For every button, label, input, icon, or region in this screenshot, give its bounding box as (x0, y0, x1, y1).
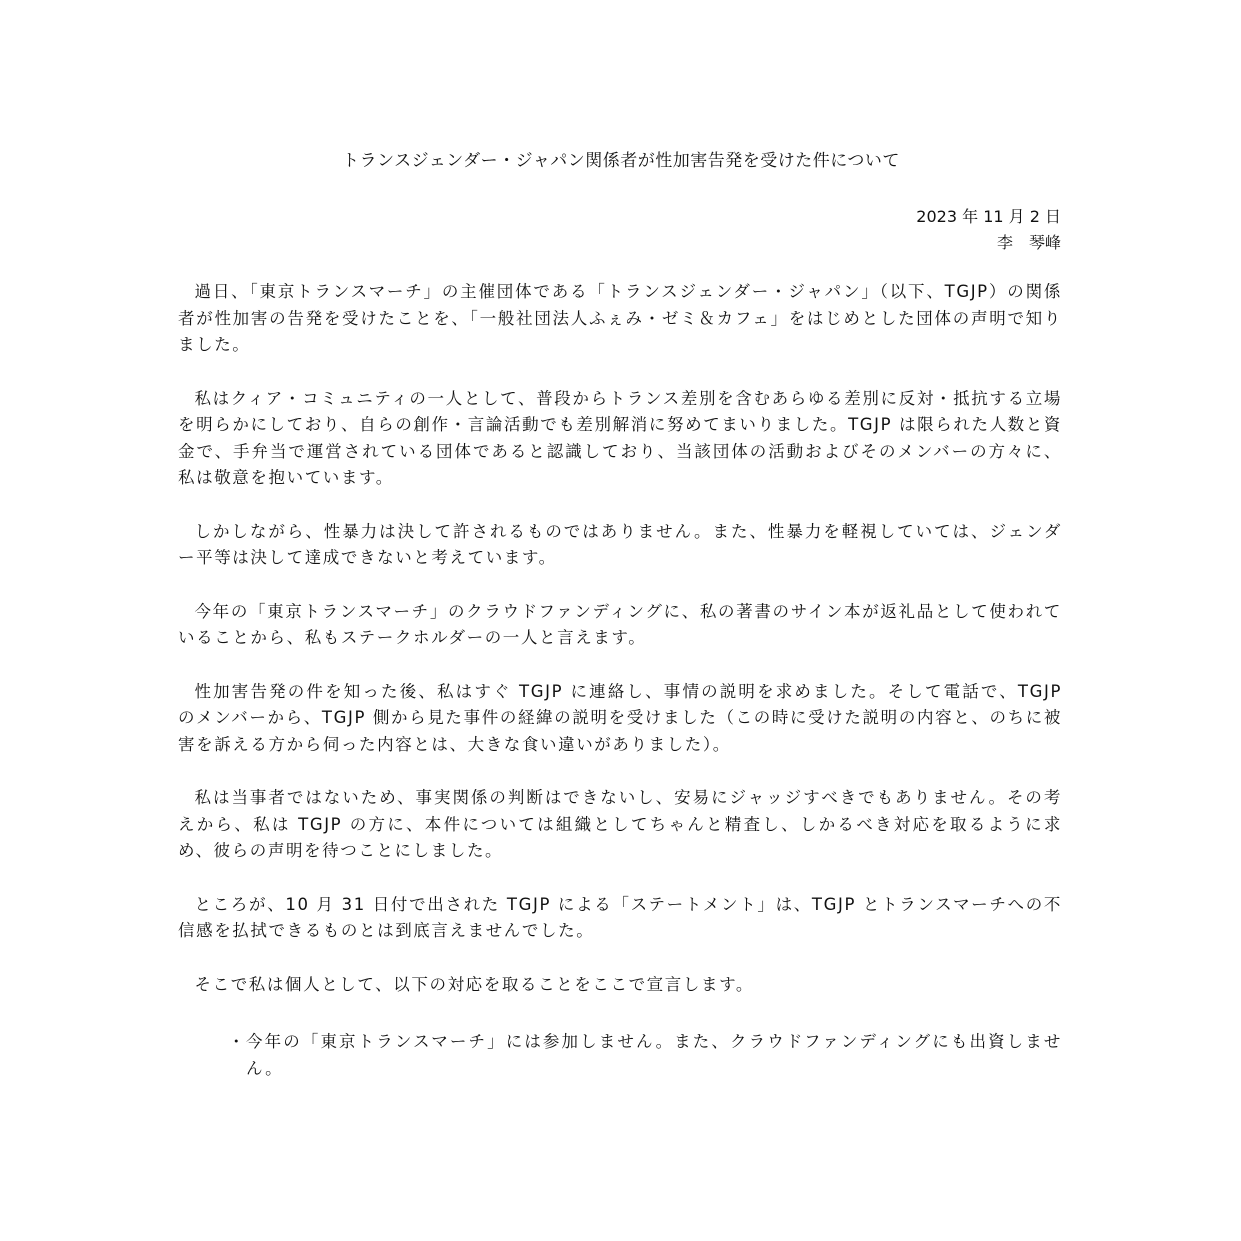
paragraph: ところが、10 月 31 日付で出された TGJP による「ステートメント」は、TGJP とトランスマーチへの不信感を払拭できるものとは到底言えませんでした。 (178, 894, 1062, 940)
document-date: 2023 年 11 月 2 日 (916, 207, 1061, 226)
paragraph: そこで私は個人として、以下の対応を取ることをここで宣言します。 (194, 974, 754, 994)
bullet-marker: ・ (228, 1032, 247, 1051)
declaration-list (178, 1029, 1062, 1082)
document-title: トランスジェンダー・ジャパン関係者が性加害告発を受けた件について (342, 151, 900, 171)
list-item (228, 1029, 1062, 1082)
document-meta (916, 204, 1061, 256)
document-author: 李 琴峰 (996, 233, 1061, 252)
list-item-text: 今年の「東京トランスマーチ」には参加しません。また、クラウドファンディングにも出資しません。 (246, 1032, 1062, 1078)
paragraph: 過日、「東京トランスマーチ」の主催団体である「トランスジェンダー・ジャパン」（以下、TGJP）の関係者が性加害の告発を受けたことを、「一般社団法人ふぇみ・ゼミ＆カフェ」をはじめとした団体の声明で知りました。 (178, 282, 1062, 354)
paragraph: しかしながら、性暴力は決して許されるものではありません。また、性暴力を軽視していては、ジェンダー平等は決して達成できないと考えています。 (178, 521, 1062, 567)
paragraph: 性加害告発の件を知った後、私はすぐ TGJP に連絡し、事情の説明を求めました。そして電話で、TGJP のメンバーから、TGJP 側から見た事件の経緯の説明を受けました（この時に受けた説明の内容と、のちに被害を訴える方から伺った内容とは、大きな食い違いがありました）。 (178, 681, 1062, 754)
paragraph: 私は当事者ではないため、事実関係の判断はできないし、安易にジャッジすべきでもありません。その考えから、私は TGJP の方に、本件については組織としてちゃんと精査し、しかるべき対応を取るように求め、彼らの声明を待つことにしました。 (178, 788, 1062, 860)
document-body (178, 279, 1062, 1082)
paragraph: 私はクィア・コミュニティの一人として、普段からトランス差別を含むあらゆる差別に反対・抵抗する立場を明らかにしており、自らの創作・言論活動でも差別解消に努めてまいりました。TGJP は限られた人数と資金で、手弁当で運営されている団体であると認識しており、当該団体の活動およびそのメンバーの方々に、私は敬意を抱いています。 (178, 388, 1062, 487)
paragraph: 今年の「東京トランスマーチ」のクラウドファンディングに、私の著書のサイン本が返礼品として使われていることから、私もステークホルダーの一人と言えます。 (178, 601, 1062, 647)
